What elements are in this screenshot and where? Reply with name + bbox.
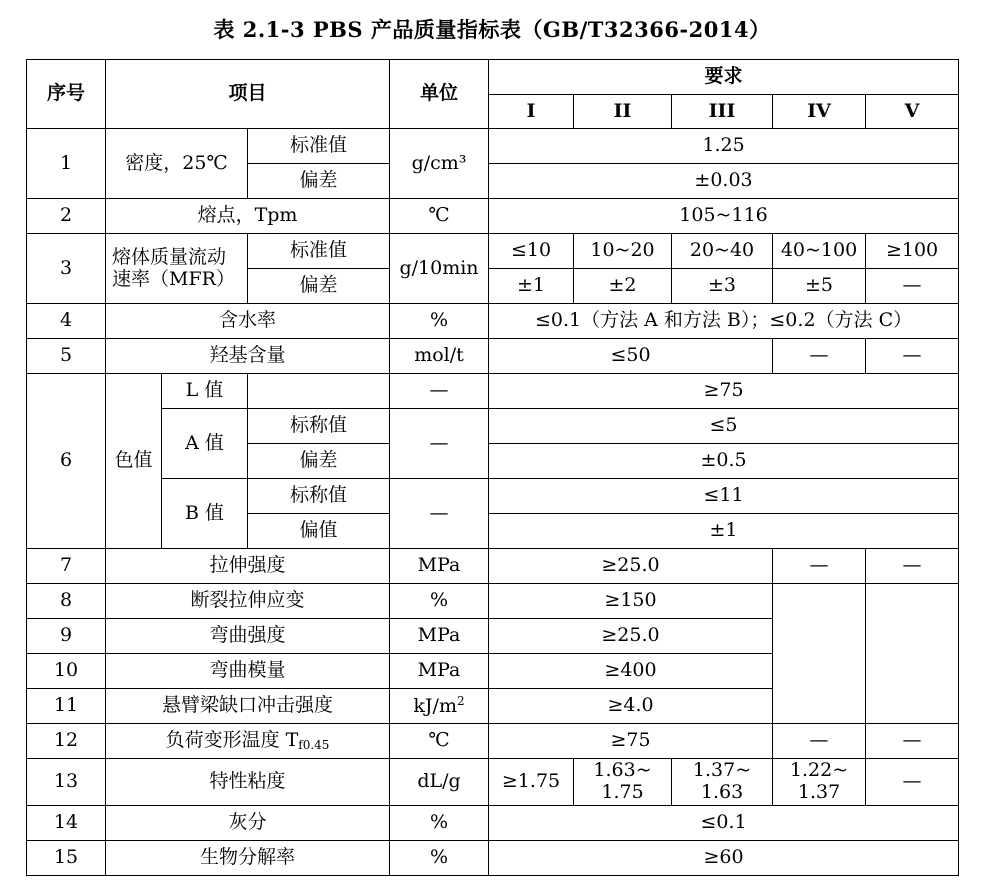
item-subscript: f0.45 [298, 737, 330, 752]
sub-item: 偏差 [248, 164, 390, 199]
row-unit: — [390, 374, 489, 409]
table-row [27, 339, 959, 374]
sub-item: 偏差 [248, 269, 390, 304]
header-no: 序号 [27, 60, 106, 129]
grade-value: — [866, 759, 959, 806]
grade-value: ±3 [672, 269, 773, 304]
grade-value [672, 759, 773, 806]
row-item: 弯曲模量 [106, 654, 390, 689]
row-no: 10 [27, 654, 106, 689]
sub-item: 标准值 [248, 234, 390, 269]
row-no: 5 [27, 339, 106, 374]
row-unit: MPa [390, 619, 489, 654]
row-value: ≤0.1 [489, 806, 959, 841]
table-row [27, 374, 959, 409]
row-value: ≥25.0 [489, 619, 773, 654]
row-value: 1.25 [489, 129, 959, 164]
row-item: 含水率 [106, 304, 390, 339]
table-row [27, 724, 959, 759]
value-line1: 1.37~ [692, 759, 752, 782]
grade-value: — [866, 269, 959, 304]
value-line2: 1.75 [601, 781, 644, 803]
grade-value: ≥100 [866, 234, 959, 269]
header-unit: 单位 [390, 60, 489, 129]
row-unit: — [390, 479, 489, 549]
unit-base: kJ/m [413, 694, 457, 717]
table-row [27, 409, 959, 444]
item-base: 负荷变形温度 T [165, 728, 299, 751]
row-no: 14 [27, 806, 106, 841]
pbs-quality-table [26, 59, 959, 876]
row-value: ≥4.0 [489, 689, 773, 724]
table-row [27, 841, 959, 876]
empty-cell [248, 374, 390, 409]
row-item: 特性粘度 [106, 759, 390, 806]
row-unit: % [390, 584, 489, 619]
empty-cell [773, 584, 866, 724]
grade-value: 10~20 [574, 234, 672, 269]
row-no: 15 [27, 841, 106, 876]
table-row [27, 199, 959, 234]
value-line2: 1.37 [797, 781, 841, 803]
table-row [27, 129, 959, 164]
row-value: ±0.5 [489, 444, 959, 479]
row-unit: g/10min [390, 234, 489, 304]
row-value: ≤50 [489, 339, 773, 374]
grade-v: V [866, 95, 959, 129]
value-line2: 1.63 [700, 781, 744, 803]
row-no: 9 [27, 619, 106, 654]
grade-value: — [773, 339, 866, 374]
row-no: 4 [27, 304, 106, 339]
grade-value: ±2 [574, 269, 672, 304]
table-row [27, 304, 959, 339]
empty-cell [866, 584, 959, 724]
row-unit: — [390, 409, 489, 479]
row-unit: dL/g [390, 759, 489, 806]
table-row [27, 584, 959, 619]
row-item-line2: 速率（MFR） [112, 267, 235, 290]
row-item: 密度，25℃ [106, 129, 248, 199]
table-row [27, 234, 959, 269]
grade-value [773, 759, 866, 806]
row-no: 6 [27, 374, 106, 549]
sub-item: A 值 [162, 409, 248, 479]
row-unit: MPa [390, 654, 489, 689]
grade-value: — [866, 549, 959, 584]
row-unit: ℃ [390, 724, 489, 759]
row-value: ≤5 [489, 409, 959, 444]
row-item: 色值 [106, 374, 162, 549]
row-no: 2 [27, 199, 106, 234]
row-item [106, 234, 248, 304]
value-line1: 1.63~ [593, 759, 652, 782]
sub-item: 标称值 [248, 409, 390, 444]
sub-item: 偏值 [248, 514, 390, 549]
grade-value: ≤10 [489, 234, 574, 269]
header-row-1 [27, 60, 959, 95]
header-item: 项目 [106, 60, 390, 129]
sub-item: L 值 [162, 374, 248, 409]
row-value: ≤0.1（方法 A 和方法 B）；≤0.2（方法 C） [489, 304, 959, 339]
grade-value: — [866, 339, 959, 374]
table-row [27, 759, 959, 806]
table-row [27, 479, 959, 514]
grade-iii: III [672, 95, 773, 129]
grade-value: ≥1.75 [489, 759, 574, 806]
row-value: ≥25.0 [489, 549, 773, 584]
row-no: 3 [27, 234, 106, 304]
grade-value: — [866, 724, 959, 759]
row-value: 105~116 [489, 199, 959, 234]
row-item: 断裂拉伸应变 [106, 584, 390, 619]
grade-value: ±1 [489, 269, 574, 304]
row-item-line1: 熔体质量流动 [112, 245, 227, 268]
row-unit: ℃ [390, 199, 489, 234]
row-value: ≥60 [489, 841, 959, 876]
row-item: 生物分解率 [106, 841, 390, 876]
row-value: ±1 [489, 514, 959, 549]
row-item: 悬臂梁缺口冲击强度 [106, 689, 390, 724]
header-requirement: 要求 [489, 60, 959, 95]
row-no: 12 [27, 724, 106, 759]
row-no: 1 [27, 129, 106, 199]
row-unit: g/cm³ [390, 129, 489, 199]
row-value: ≥400 [489, 654, 773, 689]
row-no: 8 [27, 584, 106, 619]
row-unit: MPa [390, 549, 489, 584]
grade-value: 40~100 [773, 234, 866, 269]
table-row [27, 549, 959, 584]
sub-item: 标称值 [248, 479, 390, 514]
row-value: ±0.03 [489, 164, 959, 199]
row-item [106, 724, 390, 759]
row-unit: % [390, 841, 489, 876]
row-unit: % [390, 304, 489, 339]
grade-value [574, 759, 672, 806]
grade-value: — [773, 724, 866, 759]
grade-value: ±5 [773, 269, 866, 304]
unit-superscript: 2 [456, 693, 465, 708]
row-unit: mol/t [390, 339, 489, 374]
grade-iv: IV [773, 95, 866, 129]
row-item: 拉伸强度 [106, 549, 390, 584]
sub-item: 偏差 [248, 444, 390, 479]
sub-item: B 值 [162, 479, 248, 549]
grade-value: — [773, 549, 866, 584]
row-value: ≥75 [489, 374, 959, 409]
grade-ii: II [574, 95, 672, 129]
row-value: ≥150 [489, 584, 773, 619]
row-item: 弯曲强度 [106, 619, 390, 654]
row-unit: % [390, 806, 489, 841]
sub-item: 标准值 [248, 129, 390, 164]
value-line1: 1.22~ [789, 759, 849, 782]
row-unit [390, 689, 489, 724]
row-value: ≥75 [489, 724, 773, 759]
row-no: 13 [27, 759, 106, 806]
row-item: 羟基含量 [106, 339, 390, 374]
row-no: 7 [27, 549, 106, 584]
table-row [27, 806, 959, 841]
row-item: 灰分 [106, 806, 390, 841]
grade-value: 20~40 [672, 234, 773, 269]
row-item: 熔点，Tpm [106, 199, 390, 234]
row-value: ≤11 [489, 479, 959, 514]
grade-i: I [489, 95, 574, 129]
table-title: 表 2.1-3 PBS 产品质量指标表（GB/T32366-2014） [213, 17, 771, 42]
row-no: 11 [27, 689, 106, 724]
